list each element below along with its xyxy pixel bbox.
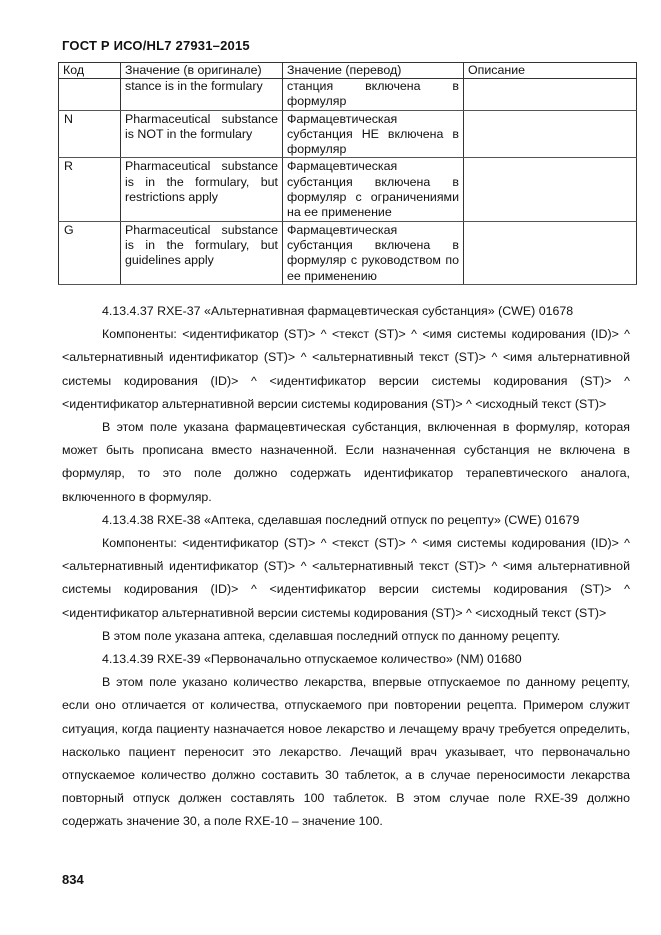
cell-original: stance is in the formulary (121, 79, 283, 111)
cell-translation: Фармацевтическая субстанция включена в формуляр с ограничениями на ее применение (283, 158, 464, 221)
column-header-description: Описание (464, 63, 637, 79)
description-paragraph: В этом поле указана аптека, сделавшая последний отпуск по данному рецепту. (102, 628, 561, 643)
page-number: 834 (62, 872, 84, 887)
code-table (58, 62, 637, 285)
table-header-row (59, 63, 637, 79)
section-heading-rxe-37: 4.13.4.37 RXE-37 «Альтернативная фармацевтическая субстанция» (CWE) 01678 (102, 304, 574, 318)
cell-description (464, 221, 637, 284)
body-text (62, 300, 630, 834)
table-row (59, 110, 637, 158)
cell-original: Pharmaceutical substance is in the formulary, but restrictions apply (121, 158, 283, 221)
cell-code: R (59, 158, 121, 221)
cell-code: N (59, 110, 121, 158)
cell-code (59, 79, 121, 111)
table-row (59, 79, 637, 111)
section-heading-rxe-39: 4.13.4.39 RXE-39 «Первоначально отпускаемое количество» (NM) 01680 (102, 652, 522, 667)
cell-original: Pharmaceutical substance is NOT in the formulary (121, 110, 283, 158)
column-header-code: Код (59, 63, 121, 79)
column-header-translation: Значение (перевод) (283, 63, 464, 79)
cell-translation: Фармацевтическая субстанция НЕ включена в формуляр (283, 110, 464, 158)
section-heading-rxe-38: 4.13.4.38 RXE-38 «Аптека, сделавшая последний отпуск по рецепту» (CWE) 01679 (102, 512, 580, 527)
cell-description (464, 79, 637, 111)
table-row (59, 221, 637, 284)
cell-description (464, 158, 637, 221)
cell-translation: Фармацевтическая субстанция включена в формуляр с руководством по ее применению (283, 221, 464, 284)
cell-description (464, 110, 637, 158)
components-paragraph: Компоненты: <идентификатор (ST)> ^ <текст (ST)> ^ <имя системы кодирования (ID)> ^ <альтернативный идентификатор (ST)> ^ <альтернативный текст (ST)> ^ <имя альтернативной системы кодирования (ID)> ^ <идентификатор версии системы кодирования (ST)> ^ <идентификатор альтернативной версии системы кодирования (ST)> ^ <исходный текст (ST)> (62, 327, 630, 411)
description-paragraph: В этом поле указано количество лекарства, впервые отпускаемое по данному рецепту, если оно отличается от количества, отпускаемого при повторении рецепта. Примером служит ситуация, когда пациенту назначается новое лекарство и лечащему врачу требуется определить, насколько пациент переносит это лекарство. Лечащий врач указывает, что первоначально отпускаемое количество должно составить 30 таблеток, а в случае переносимости лекарства повторный отпуск должен составлять 100 таблеток. В этом случае поле RXE-39 должно содержать значение 30, а поле RXE-10 – значение 100. (62, 675, 630, 829)
description-paragraph: В этом поле указана фармацевтическая субстанция, включенная в формуляр, которая может быть прописана вместо назначенной. Если назначенная субстанция не включена в формуляр, то это поле должно содержать идентификатор терапевтического аналога, включенного в формуляр. (62, 420, 630, 504)
column-header-original: Значение (в оригинале) (121, 63, 283, 79)
components-paragraph: Компоненты: <идентификатор (ST)> ^ <текст (ST)> ^ <имя системы кодирования (ID)> ^ <альтернативный идентификатор (ST)> ^ <альтернативный текст (ST)> ^ <имя альтернативной системы кодирования (ID)> ^ <идентификатор версии системы кодирования (ST)> ^ <идентификатор альтернативной версии системы кодирования (ST)> ^ <исходный текст (ST)> (62, 536, 630, 620)
document-header: ГОСТ Р ИСО/HL7 27931–2015 (62, 38, 250, 53)
table-row (59, 158, 637, 221)
cell-translation: станция включена в формуляр (283, 79, 464, 111)
cell-original: Pharmaceutical substance is in the formulary, but guidelines apply (121, 221, 283, 284)
cell-code: G (59, 221, 121, 284)
